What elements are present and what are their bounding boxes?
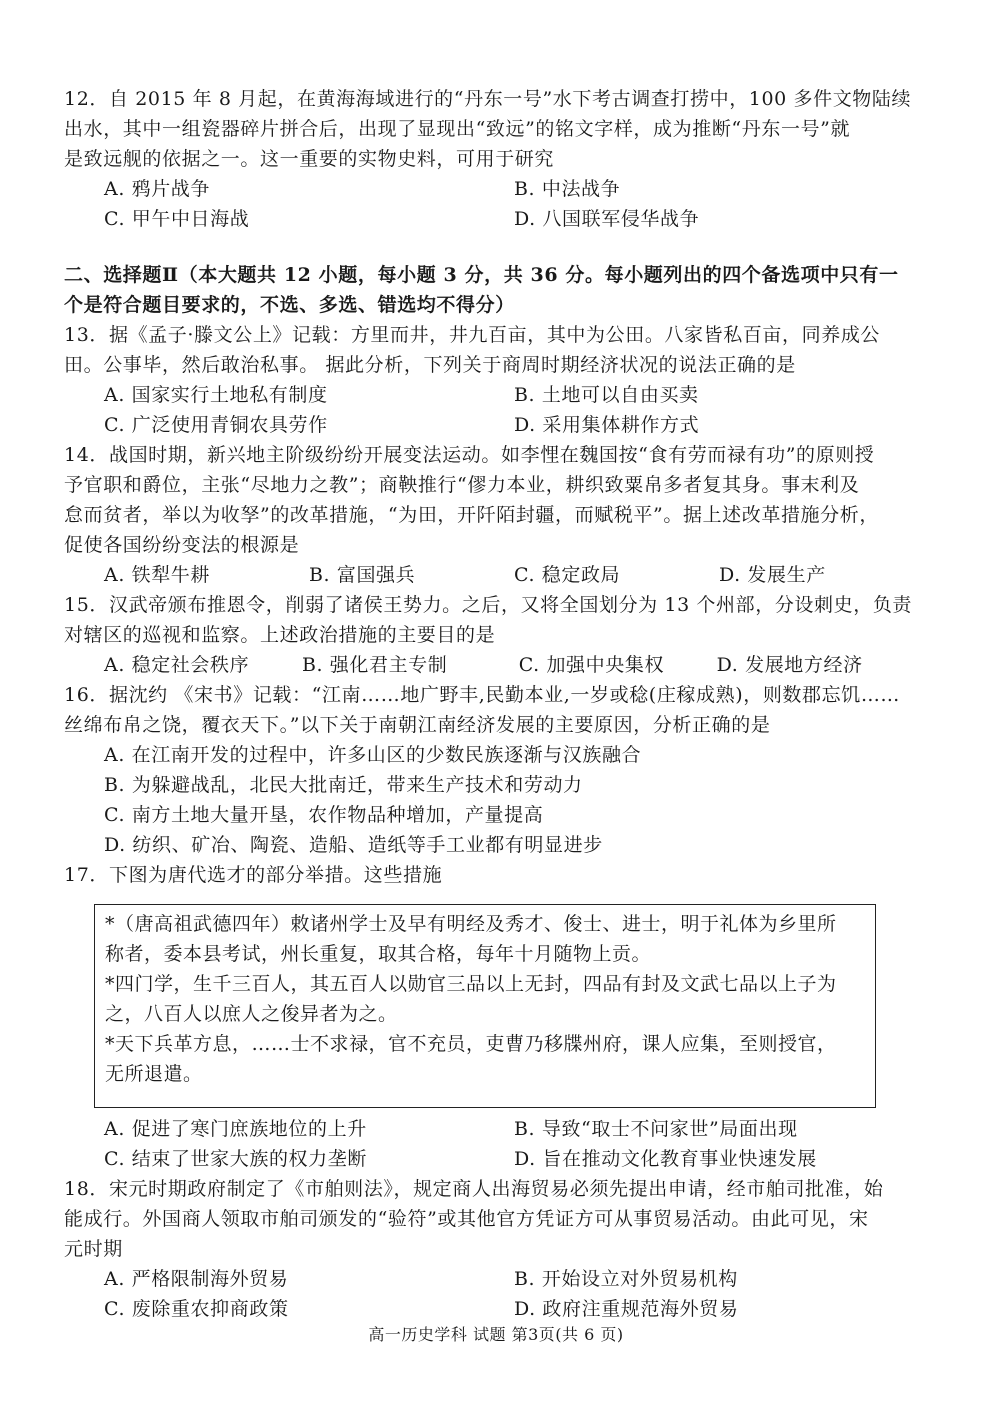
question-16-stem-line: 丝绵布帛之饶，覆衣天下。”以下关于南朝江南经济发展的主要原因，分析正确的是 [64,714,771,736]
option-d: D. 发展生产 [719,564,826,586]
option-a: A. 铁犁牛耕 [104,564,211,586]
question-18-stem-line: 18．宋元时期政府制定了《市舶则法》，规定商人出海贸易必须先提出申请，经市舶司批准，始 [64,1178,884,1200]
option-b: B. 为躲避战乱，北民大批南迁，带来生产技术和劳动力 [104,774,583,796]
option-a: A. 促进了寒门庶族地位的上升 [104,1118,367,1140]
question-15 [64,590,924,680]
option-c: C. 结束了世家大族的权力垄断 [104,1148,367,1170]
source-material-box [94,904,876,1108]
question-17-options-row [64,1114,924,1144]
question-12 [64,84,924,234]
source-line: *天下兵革方息，……士不求禄，官不充员，吏曹乃移牒州府，课人应集，至则授官， [105,1033,837,1055]
option-c: C. 南方土地大量开垦，农作物品种增加，产量提高 [104,804,544,826]
question-17-options-row [64,1144,924,1174]
question-15-stem-line: 15．汉武帝颁布推恩令，削弱了诸侯王势力。之后，又将全国划分为 13 个州部，分设刺史，负责 [64,594,913,616]
option-d: D. 八国联军侵华战争 [514,208,700,230]
option-c: C. 稳定政局 [514,564,621,586]
option-b: B. 强化君主专制 [301,654,448,676]
section-title-line: 二、选择题Ⅱ（本大题共 12 小题，每小题 3 分，共 36 分。每小题列出的四个备选项中只有一 [64,264,899,286]
question-13-options-row [64,410,924,440]
question-14-stem-line: 予官职和爵位，主张“尽地力之教”；商鞅推行“僇力本业，耕织致粟帛多者复其身。事末利及 [64,474,860,496]
question-13-stem-line: 田。公事毕，然后敢治私事。 据此分析，下列关于商周时期经济状况的说法正确的是 [64,354,796,376]
question-14-stem-line: 怠而贫者，举以为收孥”的改革措施，“为田，开阡陌封疆，而赋税平”。据上述改革措施分析， [64,504,879,526]
question-17 [64,860,924,1174]
question-13-stem-line: 13．据《孟子·滕文公上》记载：方里而井，井九百亩，其中为公田。八家皆私百亩，同养成公 [64,324,881,346]
option-b: B. 中法战争 [514,178,621,200]
option-c: C. 加强中央集权 [518,654,665,676]
question-12-stem-line: 是致远舰的依据之一。这一重要的实物史料，可用于研究 [64,148,555,170]
option-b: B. 开始设立对外贸易机构 [514,1268,738,1290]
question-14 [64,440,924,590]
option-c: C. 废除重农抑商政策 [104,1298,289,1320]
question-14-stem-line: 促使各国纷纷变法的根源是 [64,534,300,556]
option-a: A. 鸦片战争 [104,178,211,200]
source-line: 之，八百人以庶人之俊异者为之。 [105,1003,398,1025]
source-line: 称者，委本县考试，州长重复，取其合格，每年十月随物上贡。 [105,943,652,965]
question-13 [64,320,924,440]
option-d: D. 纺织、矿冶、陶瓷、造船、造纸等手工业都有明显进步 [104,834,603,856]
question-14-stem-line: 14．战国时期，新兴地主阶级纷纷开展变法运动。如李悝在魏国按“食有劳而禄有功”的原则授 [64,444,875,466]
option-c: C. 广泛使用青铜农具劳作 [104,414,328,436]
option-b: B. 富国强兵 [309,564,416,586]
question-13-options-row [64,380,924,410]
source-line: 无所退遣。 [105,1063,203,1085]
option-d: D. 旨在推动文化教育事业快速发展 [514,1148,817,1170]
question-14-options-row [64,560,924,590]
option-c: C. 甲午中日海战 [104,208,250,230]
section-title-line: 个是符合题目要求的，不选、多选、错选均不得分） [64,294,515,316]
question-18-options-row [64,1264,924,1294]
section-2-heading [64,260,924,320]
question-12-stem-line: 12．自 2015 年 8 月起，在黄海海域进行的“丹东一号”水下考古调查打捞中，100 多件文物陆续 [64,88,912,110]
option-b: B. 土地可以自由买卖 [514,384,699,406]
option-b: B. 导致“取士不问家世”局面出现 [514,1118,798,1140]
option-d: D. 发展地方经济 [716,654,863,676]
source-line: *四门学，生千三百人，其五百人以勋官三品以上无封，四品有封及文武七品以上子为 [105,973,837,995]
question-18-options-row [64,1294,924,1324]
question-18-stem-line: 能成行。外国商人领取市舶司颁发的“验符”或其他官方凭证方可从事贸易活动。由此可见，宋 [64,1208,869,1230]
question-12-stem-line: 出水，其中一组瓷器碎片拼合后，出现了显现出“致远”的铭文字样，成为推断“丹东一号”就 [64,118,851,140]
question-18 [64,1174,924,1324]
option-a: A. 稳定社会秩序 [104,654,250,676]
option-a: A. 国家实行土地私有制度 [104,384,328,406]
question-16 [64,680,924,860]
question-18-stem-line: 元时期 [64,1238,123,1260]
option-a: A. 在江南开发的过程中，许多山区的少数民族逐渐与汉族融合 [104,744,642,766]
question-12-options-row [64,174,924,204]
question-15-options-row [64,650,924,680]
question-15-stem-line: 对辖区的巡视和监察。上述政治措施的主要目的是 [64,624,496,646]
exam-page [64,84,924,1324]
option-d: D. 采用集体耕作方式 [514,414,700,436]
source-line: *（唐高祖武德四年）敕诸州学士及早有明经及秀才、俊士、进士，明于礼体为乡里所 [105,913,837,935]
question-12-options-row [64,204,924,234]
question-17-stem-line: 17．下图为唐代选才的部分举措。这些措施 [64,864,443,886]
option-d: D. 政府注重规范海外贸易 [514,1298,739,1320]
option-a: A. 严格限制海外贸易 [104,1268,289,1290]
page-footer: 高一历史学科 试题 第3页(共 6 页) [368,1325,624,1344]
question-16-stem-line: 16．据沈约 《宋书》记载：“江南……地广野丰,民勤本业,一岁或稔(庄稼成熟)，则数郡忘饥…… [64,684,901,706]
